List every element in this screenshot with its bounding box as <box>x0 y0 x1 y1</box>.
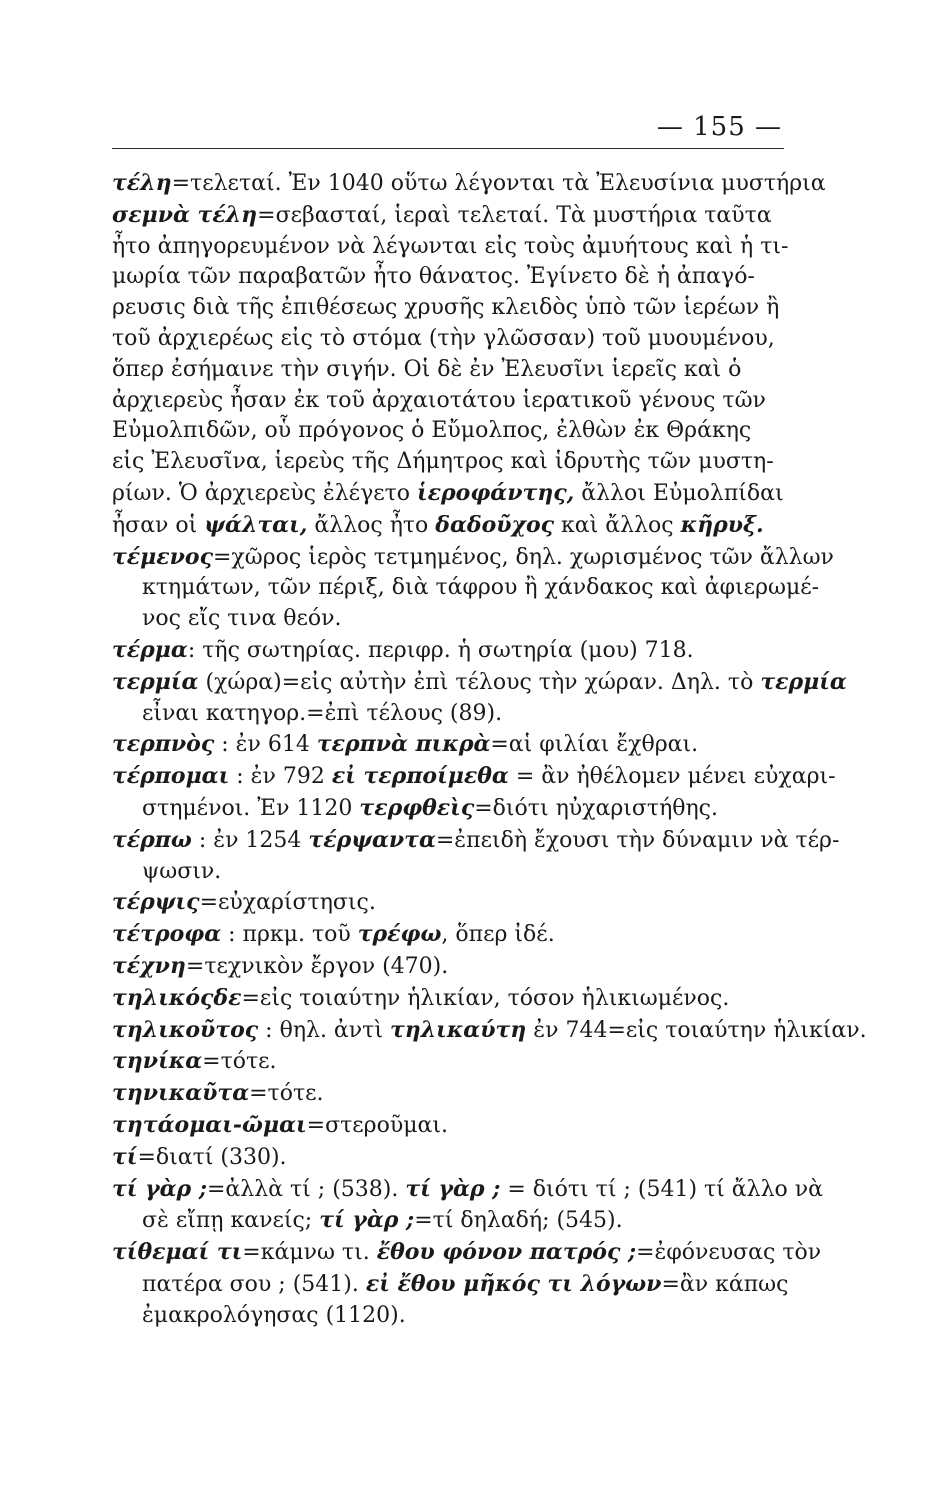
text-line <box>112 951 784 983</box>
definition-text: =διατί (330). <box>137 1144 287 1170</box>
headword: ψάλται, <box>204 511 308 538</box>
definition-text: =τί δηλαδή; (545). <box>414 1208 623 1234</box>
text-line <box>112 887 784 919</box>
definition-text: =στεροῦμαι. <box>306 1112 448 1138</box>
definition-text: Εὐμολπιδῶν, οὗ πρόγονος ὁ Εὔμολπος, ἐλθὼν ἐκ Θράκης <box>112 418 752 444</box>
definition-text: τοῦ ἀρχιερέως εἰς τὸ στόμα (τὴν γλῶσσαν) τοῦ μυουμένου, <box>112 325 775 351</box>
page-number: — 155 — <box>656 112 782 142</box>
headword: τερμία <box>112 668 199 695</box>
text-line <box>112 604 784 635</box>
text-line <box>112 510 784 542</box>
text-line <box>112 793 784 825</box>
text-line <box>112 1174 824 1206</box>
headword: τέτροφα <box>112 921 222 948</box>
text-line <box>112 416 784 447</box>
text-line <box>112 825 840 857</box>
headword: ἱεροφάντης, <box>417 479 575 506</box>
headword: τηλικόςδε <box>112 984 242 1011</box>
text-line <box>112 919 784 951</box>
definition-text: = διότι τί ; (541) τί ἄλλο νὰ <box>500 1176 824 1202</box>
headword: τέρψαντα <box>308 826 436 853</box>
text-line <box>112 542 834 574</box>
headword: τηλικαύτη <box>389 1016 527 1043</box>
definition-text: ἀρχιερεὺς ἦσαν ἐκ τοῦ ἀρχαιοτάτου ἱερατικοῦ γένους τῶν <box>112 387 766 413</box>
definition-text: (χώρα)=εἰς αὐτὴν ἐπὶ τέλους τὴν χώραν. Δηλ. τὸ <box>198 669 761 695</box>
text-line <box>112 293 784 324</box>
text-line <box>112 1269 789 1301</box>
definition-text: ρευσις διὰ τῆς ἐπιθέσεως χρυσῆς κλειδὸς ὑπὸ τῶν ἱερέων ἢ <box>112 295 780 321</box>
headword: εἰ τερποίμεθα <box>331 763 509 790</box>
headword: σεμνὰ τέλη <box>112 201 258 228</box>
headword: τερπνὸς <box>112 731 215 758</box>
definition-text: =ἀλλὰ τί ; (538). <box>206 1176 406 1202</box>
headword: τέχνη <box>112 952 186 979</box>
definition-text: μωρία τῶν παραβατῶν ἦτο θάνατος. Ἐγίνετο δὲ ἡ ἀπαγό- <box>112 264 755 290</box>
text-line <box>112 232 789 263</box>
definition-text: , ὅπερ ἰδέ. <box>441 922 555 948</box>
text-line <box>112 1015 867 1047</box>
glossary-lines <box>112 168 867 1331</box>
headword: τητάομαι-ῶμαι <box>112 1111 307 1138</box>
text-line <box>112 1237 822 1269</box>
headword: ἔθου φόνον πατρός ; <box>376 1239 637 1266</box>
headword: τέρμα <box>112 636 188 663</box>
headword: τί <box>112 1143 138 1170</box>
definition-text: = ἂν ἠθέλομεν μένει εὐχαρι- <box>508 764 836 790</box>
definition-text: εἰς Ἐλευσῖνα, ἱερεὺς τῆς Δήμητρος καὶ ἱδρυτὴς τῶν μυστη- <box>112 449 774 475</box>
definition-text: =ἂν κάπως <box>661 1271 789 1297</box>
text-line <box>112 200 784 232</box>
headword: εἰ ἔθου μῆκός τι λόγων <box>365 1270 662 1297</box>
definition-text: : πρκμ. τοῦ <box>221 922 358 948</box>
text-line <box>112 983 784 1015</box>
text-line <box>112 573 820 604</box>
definition-text: στημένοι. Ἐν 1120 <box>142 795 360 821</box>
text-line <box>112 761 836 793</box>
text-line <box>112 699 784 730</box>
text-line <box>112 1110 784 1142</box>
definition-text: =τελεταί. Ἐν 1040 οὕτω λέγονται τὰ Ἐλευσίνια μυστήρια <box>171 171 826 196</box>
definition-text: εἶναι κατηγορ.=ἐπὶ τέλους (89). <box>142 700 503 726</box>
definition-text: ἦσαν οἱ <box>112 512 205 538</box>
text-line <box>112 324 784 355</box>
headword: τηνικαῦτα <box>112 1080 250 1107</box>
definition-text: =αἱ φιλίαι ἔχθραι. <box>490 732 699 758</box>
text-line <box>112 447 784 478</box>
definition-text: =χῶρος ἱερὸς τετμημένος, δηλ. χωρισμένος τῶν ἄλλων <box>213 544 834 570</box>
text-line <box>112 1301 784 1332</box>
text-line <box>112 857 784 888</box>
text-line <box>112 1046 784 1078</box>
definition-text: σὲ εἴπῃ κανείς; <box>142 1208 320 1234</box>
definition-text: =ἐπειδὴ ἔχουσι τὴν δύναμιν νὰ τέρ- <box>435 827 840 853</box>
text-line <box>112 262 784 293</box>
definition-text: =εἰς τοιαύτην ἡλικίαν, τόσον ἡλικιωμένος. <box>241 985 730 1011</box>
text-line <box>112 386 784 417</box>
headword: τρέφω <box>357 921 442 948</box>
definition-text: : θηλ. ἀντὶ <box>258 1017 390 1043</box>
definition-text: πατέρα σου ; (541). <box>142 1271 366 1297</box>
headword: τίθεμαί τι <box>112 1239 243 1266</box>
text-line <box>112 667 847 699</box>
definition-text: κτημάτων, τῶν πέριξ, διὰ τάφρου ἢ χάνδακος καὶ ἀφιερωμέ- <box>142 575 820 601</box>
headword: τέρψις <box>112 889 200 916</box>
definition-text: ἄλλοι Εὐμολπίδαι <box>574 480 784 506</box>
definition-text: =εὐχαρίστησις. <box>199 890 376 916</box>
definition-text: =σεβασταί, ἱεραὶ τελεταί. Τὰ μυστήρια ταῦτα <box>257 202 772 228</box>
definition-text: ἄλλος ἦτο <box>307 512 436 538</box>
headword: τέρπομαι <box>112 763 230 790</box>
definition-text: ψωσιν. <box>142 858 222 884</box>
definition-text: =τότε. <box>202 1049 277 1075</box>
headword: δαδοῦχος <box>435 511 555 538</box>
definition-text: =τότε. <box>249 1081 324 1107</box>
headword: τέρπω <box>112 826 192 853</box>
definition-text: ρίων. Ὁ ἀρχιερεὺς ἐλέγετο <box>112 480 418 506</box>
headword: τηλικοῦτος <box>112 1016 259 1043</box>
text-line <box>112 635 784 667</box>
definition-text: : ἐν 1254 <box>191 827 309 853</box>
definition-text: : τῆς σωτηρίας. περιφρ. ἡ σωτηρία (μου) 718. <box>187 637 694 663</box>
headword: τερμία <box>760 668 847 695</box>
headword: τέλη <box>112 170 172 196</box>
headword: τί γὰρ ; <box>112 1175 207 1202</box>
headword: τερφθεὶς <box>359 794 475 821</box>
definition-text: =ἐφόνευσας τὸν <box>636 1240 822 1266</box>
text-line <box>112 355 784 386</box>
header-rule <box>112 148 784 149</box>
definition-text: καὶ ἄλλος <box>554 512 681 538</box>
definition-text: : ἐν 614 <box>214 732 317 758</box>
headword: κῆρυξ. <box>680 511 764 538</box>
glossary-text <box>112 168 867 1331</box>
headword: τί γὰρ ; <box>319 1207 415 1234</box>
text-line <box>112 1205 784 1237</box>
headword: τηνίκα <box>112 1048 203 1075</box>
headword: τί γὰρ ; <box>405 1175 501 1202</box>
definition-text: : ἐν 792 <box>229 764 332 790</box>
headword: τέμενος <box>112 543 213 570</box>
definition-text: ὅπερ ἐσήμαινε τὴν σιγήν. Οἱ δὲ ἐν Ἐλευσῖνι ἱερεῖς καὶ ὁ <box>112 356 742 382</box>
definition-text: ἐν 744=εἰς τοιαύτην ἡλικίαν. <box>526 1017 867 1043</box>
definition-text: ἐμακρολόγησας (1120). <box>142 1302 406 1328</box>
text-line <box>112 1078 784 1110</box>
text-line <box>112 1142 784 1174</box>
text-line <box>112 168 826 200</box>
text-line <box>112 478 784 510</box>
headword: τερπνὰ πικρὰ <box>316 731 491 758</box>
text-line <box>112 729 784 761</box>
definition-text: νος εἴς τινα θεόν. <box>142 606 342 632</box>
definition-text: =κάμνω τι. <box>242 1240 377 1266</box>
definition-text: =τεχνικὸν ἔργον (470). <box>185 953 449 979</box>
definition-text: =διότι ηὐχαριστήθης. <box>474 795 718 821</box>
definition-text: ἦτο ἀπηγορευμένον νὰ λέγωνται εἰς τοὺς ἀμυήτους καὶ ἡ τι- <box>112 233 789 259</box>
